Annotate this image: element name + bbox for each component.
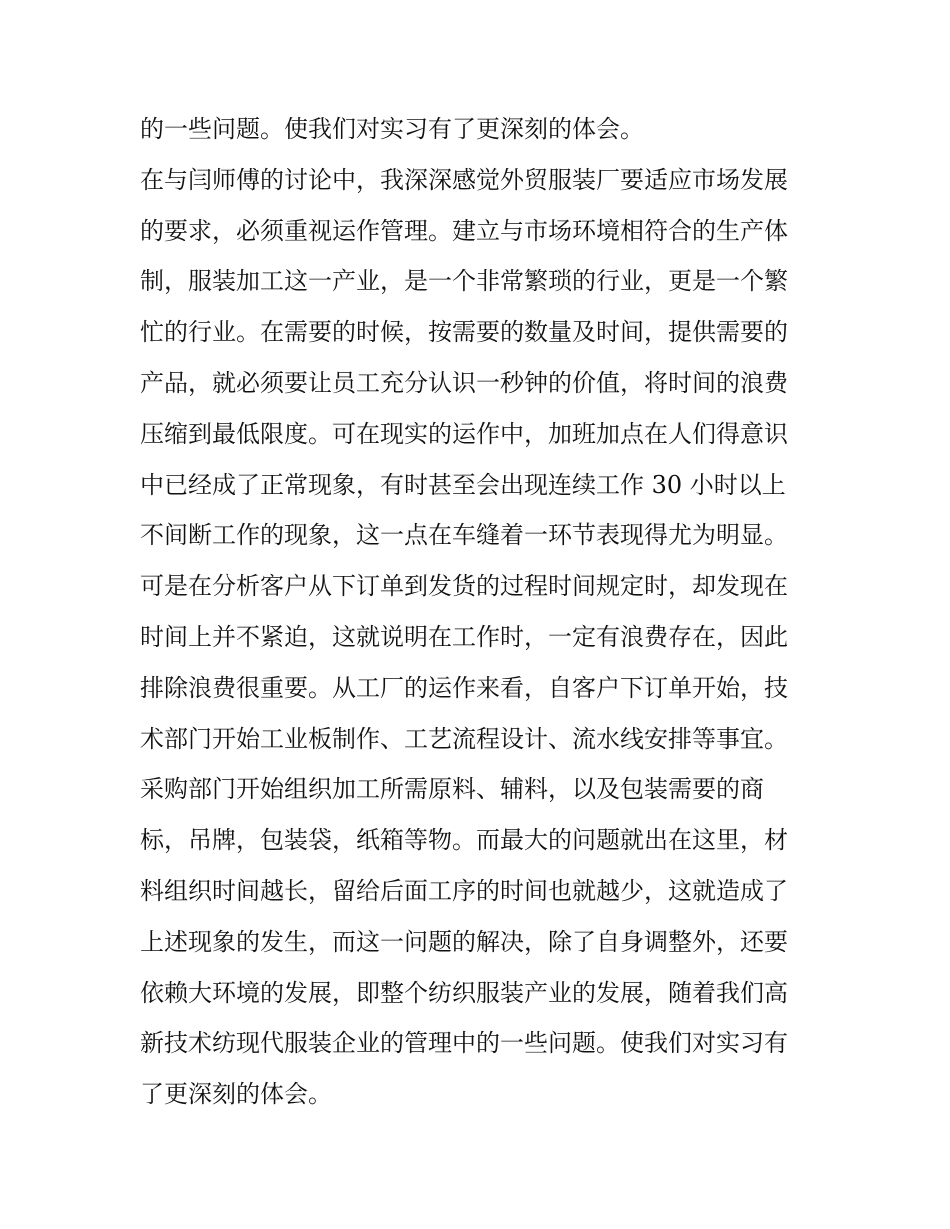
- text-line: 可是在分析客户从下订单到发货的过程时间规定时，却发现在: [140, 572, 788, 601]
- text-line: 标，吊牌，包装袋，纸箱等物。而最大的问题就出在这里，材: [140, 826, 788, 855]
- text-line: 压缩到最低限度。可在现实的运作中，加班加点在人们得意识: [140, 419, 788, 448]
- text-line: 采购部门开始组织加工所需原料、辅料，以及包装需要的商: [140, 775, 764, 804]
- text-line: 术部门开始工业板制作、工艺流程设计、流水线安排等事宜。: [140, 724, 788, 753]
- text-line: 的一些问题。使我们对实习有了更深刻的体会。: [140, 115, 644, 143]
- text-line: 排除浪费很重要。从工厂的运作来看，自客户下订单开始，技: [140, 673, 788, 702]
- text-line: 产品，就必须要让员工充分认识一秒钟的价值，将时间的浪费: [140, 368, 788, 397]
- text-line: 上述现象的发生，而这一问题的解决，除了自身调整外，还要: [140, 927, 788, 956]
- text-line: 时间上并不紧迫，这就说明在工作时，一定有浪费存在，因此: [140, 622, 788, 651]
- text-line: 中已经成了正常现象，有时甚至会出现连续工作 30 小时以上: [140, 470, 786, 499]
- text-line: 不间断工作的现象，这一点在车缝着一环节表现得尤为明显。: [140, 521, 788, 550]
- text-line: 的要求，必须重视运作管理。建立与市场环境相符合的生产体: [140, 216, 788, 245]
- text-line: 了更深刻的体会。: [140, 1080, 332, 1109]
- text-line: 在与闫师傅的讨论中，我深深感觉外贸服装厂要适应市场发展: [140, 165, 788, 194]
- text-line: 依赖大环境的发展，即整个纺织服装产业的发展，随着我们高: [140, 978, 788, 1007]
- text-line: 忙的行业。在需要的时候，按需要的数量及时间，提供需要的: [140, 318, 788, 347]
- text-line: 新技术纺现代服装企业的管理中的一些问题。使我们对实习有: [140, 1029, 788, 1058]
- text-line: 制，服装加工这一产业，是一个非常繁琐的行业，更是一个繁: [140, 267, 788, 296]
- text-line: 料组织时间越长，留给后面工序的时间也就越少，这就造成了: [140, 876, 788, 905]
- body-text: [140, 104, 820, 1120]
